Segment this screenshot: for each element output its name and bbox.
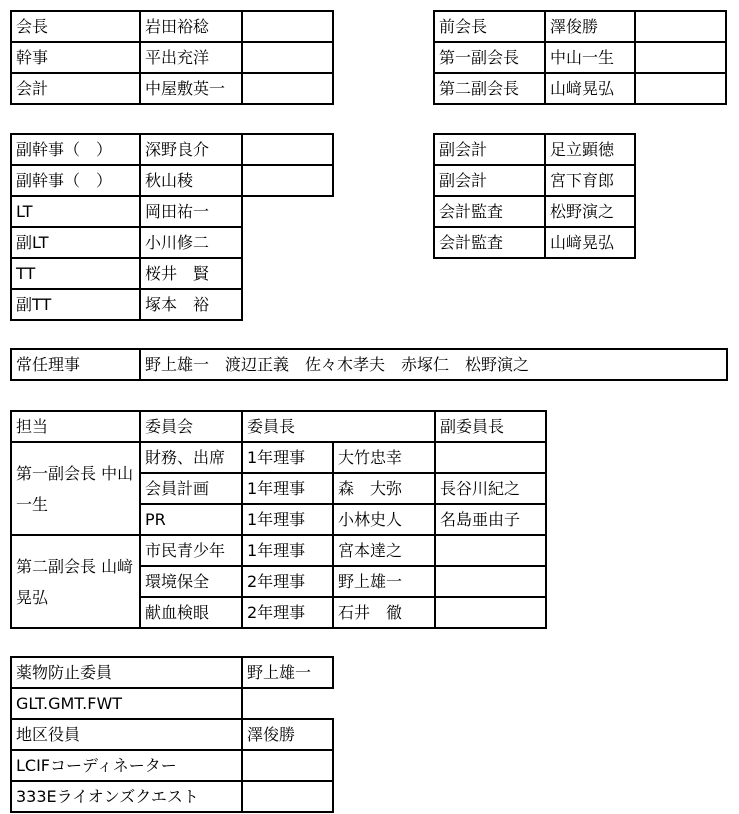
year-cell: 2年理事 (242, 597, 333, 628)
name-cell: 中山一生 (545, 42, 635, 73)
header-committee: 委員会 (140, 411, 242, 442)
role-cell: 副会計 (434, 165, 545, 196)
vice-presidents-table (433, 10, 727, 105)
name-cell: 澤俊勝 (242, 719, 333, 750)
committee-cell: 環境保全 (140, 566, 242, 597)
table-row (434, 196, 635, 227)
table-row (434, 73, 726, 104)
table-row (11, 73, 333, 104)
empty-cell (242, 42, 333, 73)
name-cell: 野上雄一 (242, 657, 333, 688)
chair-cell: 石井 徹 (333, 597, 435, 628)
role-cell: 幹事 (11, 42, 140, 73)
charge-cell: 第一副会長 中山一生 (11, 442, 140, 535)
role-cell: 薬物防止委員 (11, 657, 242, 688)
vice-chair-cell (435, 442, 546, 473)
table-row (11, 349, 727, 380)
name-cell: 岩田裕稔 (140, 11, 242, 42)
committee-cell: 市民青少年 (140, 535, 242, 566)
committee-cell: PR (140, 504, 242, 535)
table-row (11, 657, 333, 688)
name-cell: 山﨑晃弘 (545, 73, 635, 104)
committee-cell: 財務、出席 (140, 442, 242, 473)
header-row (11, 411, 546, 442)
vice-chair-cell (435, 535, 546, 566)
table-row (11, 535, 546, 566)
table-row (11, 688, 333, 719)
table-row (11, 258, 333, 289)
role-cell: LT (11, 196, 140, 227)
role-cell: LCIFコーディネーター (11, 750, 242, 781)
table-row (11, 442, 546, 473)
table-row (434, 134, 635, 165)
vice-chair-cell (435, 566, 546, 597)
name-cell: 澤俊勝 (545, 11, 635, 42)
chair-cell: 大竹忠幸 (333, 442, 435, 473)
table-row (11, 289, 333, 320)
table-row (11, 134, 333, 165)
header-charge: 担当 (11, 411, 140, 442)
name-cell (242, 781, 333, 812)
accounting-table (433, 133, 636, 259)
table-row (11, 227, 333, 258)
empty-cell (635, 73, 726, 104)
name-cell: 山﨑晃弘 (545, 227, 635, 258)
year-cell: 1年理事 (242, 473, 333, 504)
role-cell: 会計 (11, 73, 140, 104)
name-cell: 桜井 賢 (140, 258, 242, 289)
name-cell: 足立顕徳 (545, 134, 635, 165)
committees-table (10, 410, 547, 629)
name-cell: 松野演之 (545, 196, 635, 227)
role-cell: 副幹事（ ） (11, 165, 140, 196)
name-cell: 岡田祐一 (140, 196, 242, 227)
table-row (11, 719, 333, 750)
table-row (11, 165, 333, 196)
other-roles-table (10, 656, 334, 813)
committee-cell: 会員計画 (140, 473, 242, 504)
role-cell: 会計監査 (434, 227, 545, 258)
name-cell: 小川修二 (140, 227, 242, 258)
year-cell: 1年理事 (242, 442, 333, 473)
role-cell: 地区役員 (11, 719, 242, 750)
empty-cell (242, 134, 333, 165)
chair-cell: 宮本達之 (333, 535, 435, 566)
table-row (11, 781, 333, 812)
role-cell: 前会長 (434, 11, 545, 42)
name-cell (242, 750, 333, 781)
empty-cell (635, 42, 726, 73)
role-cell: 副会計 (434, 134, 545, 165)
table-row (434, 42, 726, 73)
table-row (434, 165, 635, 196)
committee-cell: 献血検眼 (140, 597, 242, 628)
vice-chair-cell: 長谷川紀之 (435, 473, 546, 504)
role-cell: 副LT (11, 227, 140, 258)
name-cell: 宮下育郎 (545, 165, 635, 196)
chair-cell: 森 大弥 (333, 473, 435, 504)
charge-cell: 第二副会長 山﨑晃弘 (11, 535, 140, 628)
role-cell: TT (11, 258, 140, 289)
names-cell: 野上雄一 渡辺正義 佐々木孝夫 赤塚仁 松野演之 (140, 349, 727, 380)
deputies-table (10, 133, 334, 321)
chair-cell: 小林史人 (333, 504, 435, 535)
role-cell: GLT.GMT.FWT (11, 688, 242, 719)
role-cell: 333Eライオンズクエスト (11, 781, 242, 812)
table-row (11, 196, 333, 227)
name-cell: 塚本 裕 (140, 289, 242, 320)
vice-chair-cell (435, 597, 546, 628)
header-vice-chair: 副委員長 (435, 411, 546, 442)
empty-cell (242, 165, 333, 196)
role-cell: 会長 (11, 11, 140, 42)
empty-cell (242, 11, 333, 42)
year-cell: 1年理事 (242, 535, 333, 566)
table-row (11, 11, 333, 42)
table-row (434, 227, 635, 258)
year-cell: 2年理事 (242, 566, 333, 597)
table-row (11, 750, 333, 781)
officers-table (10, 10, 334, 105)
empty-cell (635, 11, 726, 42)
name-cell: 中屋敷英一 (140, 73, 242, 104)
role-cell: 第二副会長 (434, 73, 545, 104)
role-cell: 会計監査 (434, 196, 545, 227)
role-cell: 副TT (11, 289, 140, 320)
name-cell: 深野良介 (140, 134, 242, 165)
table-row (434, 11, 726, 42)
name-cell: 平出充洋 (140, 42, 242, 73)
name-cell: 秋山稜 (140, 165, 242, 196)
chair-cell: 野上雄一 (333, 566, 435, 597)
table-row (11, 42, 333, 73)
header-chair: 委員長 (242, 411, 435, 442)
standing-directors-table (10, 348, 728, 381)
role-cell: 第一副会長 (434, 42, 545, 73)
vice-chair-cell: 名島亜由子 (435, 504, 546, 535)
role-cell: 副幹事（ ） (11, 134, 140, 165)
empty-cell (242, 73, 333, 104)
year-cell: 1年理事 (242, 504, 333, 535)
role-cell: 常任理事 (11, 349, 140, 380)
